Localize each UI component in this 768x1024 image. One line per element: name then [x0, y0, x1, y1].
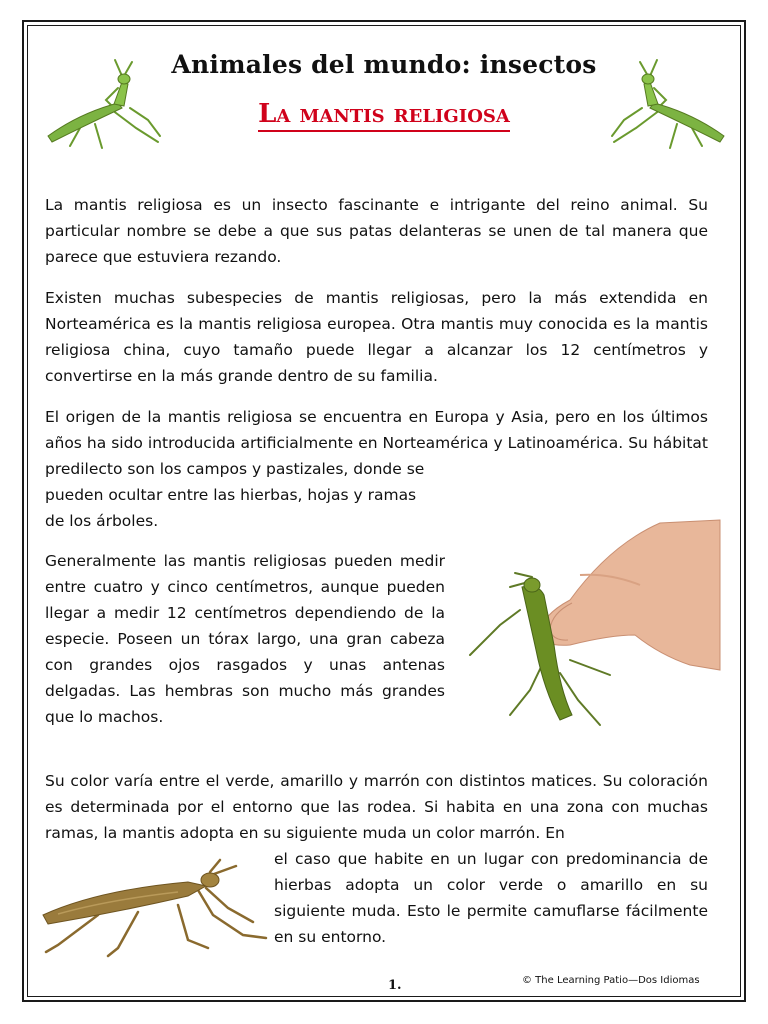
- paragraph-subspecies: Existen muchas subespecies de mantis religiosas, pero la más extendida en Norteamérica es la mantis religiosa europea. Otra mantis muy conocida es la mantis religiosa china, cuyo tamaño puede llegar a alcanzar los 12 centímetros y convertirse en la más grande dentro de su familia.: [45, 289, 708, 385]
- subtitle-text: La mantis religiosa: [258, 99, 510, 132]
- page-title: Animales del mundo: insectos: [171, 50, 597, 79]
- green-mantis-icon: [602, 58, 732, 153]
- copyright-text: © The Learning Patio—Dos Idiomas: [522, 975, 700, 986]
- paragraph-color: Su color varía entre el verde, amarillo y marrón con distintos matices. Su coloración es determinada por el entorno que las rodea. Si habita en una zona con muchas ramas, la mantis adopta en su siguiente muda un color marrón. En: [45, 772, 708, 842]
- paragraph-origin-line: pueden ocultar entre las hierbas, hojas y ramas: [45, 486, 417, 504]
- paragraph-color-wrap: el caso que habite en un lugar con predominancia de hierbas adopta un color verde o amarillo en su siguiente muda. Esto le permite camuflarse fácilmente en su entorno.: [274, 850, 708, 946]
- paragraph-intro: La mantis religiosa es un insecto fascinante e intrigante del reino animal. Su particular nombre se debe a que sus patas delanteras se unen de tal manera que parece que estuviera rezando.: [45, 196, 708, 266]
- brown-mantis-icon: [38, 860, 270, 960]
- paragraph-origin-line: de los árboles.: [45, 512, 159, 530]
- paragraph-origin: El origen de la mantis religiosa se encuentra en Europa y Asia, pero en los últimos años ha sido introducida artificialmente en Norteamérica y Latinoamérica. Su hábitat predilecto son los campos y pastizales, donde se: [45, 408, 708, 478]
- paragraph-size: Generalmente las mantis religiosas pueden medir entre cuatro y cinco centímetros, aunque pueden llegar a medir 12 centímetros dependiendo de la especie. Poseen un tórax largo, una gran cabeza con grandes ojos rasgados y unas antenas delgadas. Las hembras son mucho más grandes que lo machos.: [45, 552, 445, 726]
- page-number: 1.: [388, 978, 402, 993]
- green-mantis-icon: [40, 58, 170, 153]
- hand-holding-mantis-image: [460, 515, 720, 740]
